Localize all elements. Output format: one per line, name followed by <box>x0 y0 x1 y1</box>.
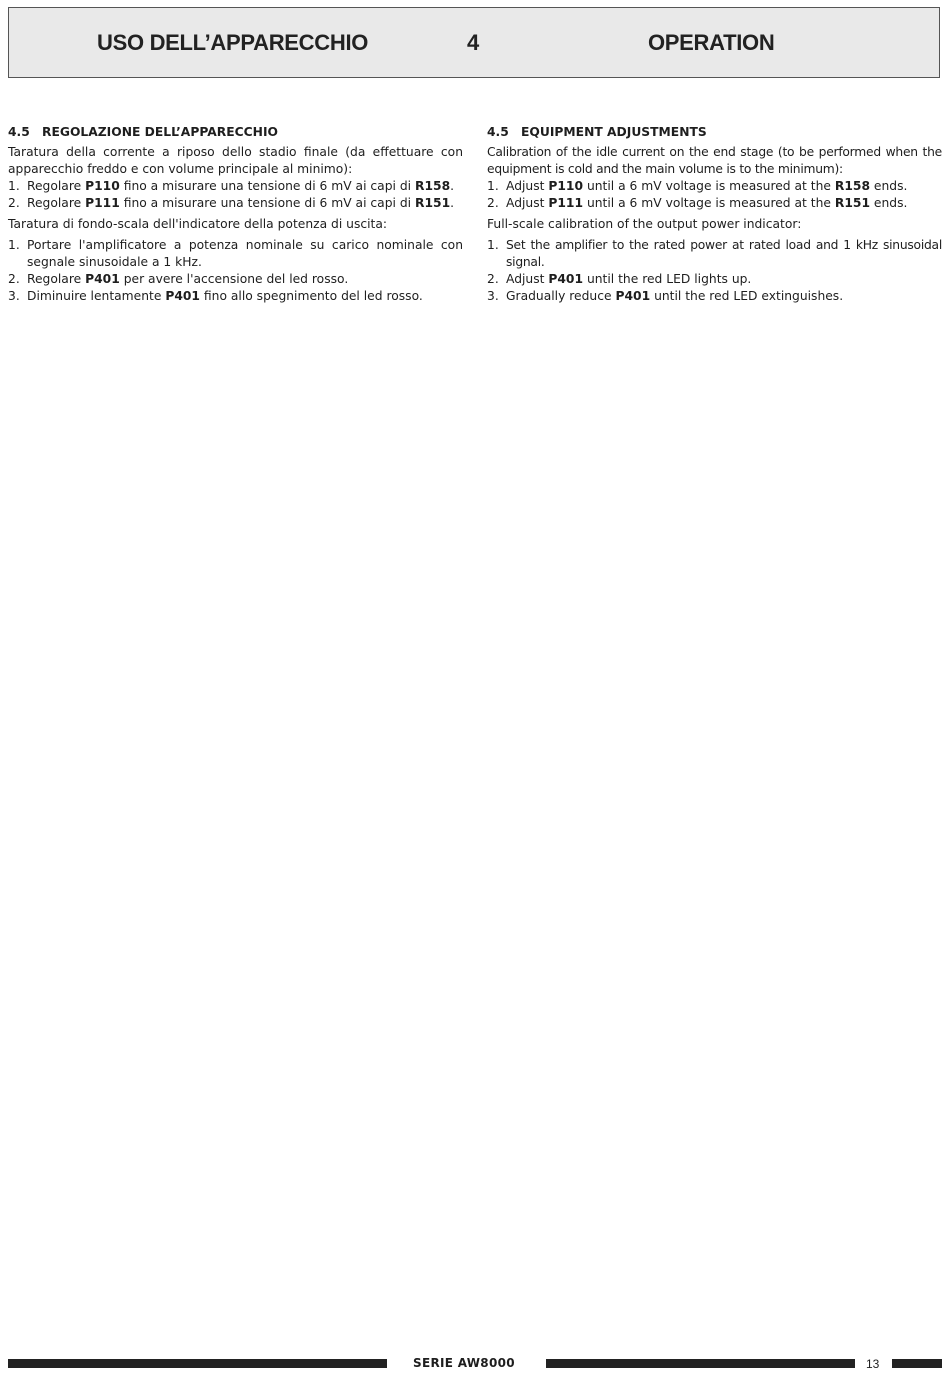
paragraph: Full-scale calibration of the output power indicator: <box>487 217 802 231</box>
section-heading <box>8 124 463 141</box>
item-text: until a 6 mV voltage is measured at the <box>583 196 835 210</box>
paragraph: Calibration of the idle current on the end stage (to be performed when the equipment is cold and the main volume is to the minimum): <box>487 145 942 176</box>
item-text: . <box>450 196 455 210</box>
item-number: 2. <box>8 272 20 286</box>
item-text: Adjust <box>506 179 549 193</box>
chapter-number: 4 <box>467 30 479 55</box>
item-text: Diminuire lentamente <box>27 289 166 303</box>
step-list <box>8 237 463 305</box>
component-ref: R158 <box>414 179 451 193</box>
item-text: Portare l'amplificatore a potenza nominale su carico nominale con segnale sinusoidale a 1 kHz. <box>27 238 463 269</box>
item-text: Regolare <box>27 179 86 193</box>
component-ref: R158 <box>834 179 871 193</box>
item-text: fino a misurare una tensione di 6 mV ai capi di <box>119 179 415 193</box>
item-text: Regolare <box>27 196 86 210</box>
list-item <box>8 271 463 288</box>
component-ref: P401 <box>615 289 651 303</box>
item-text: fino allo spegnimento del led rosso. <box>200 289 423 303</box>
item-text: . <box>450 179 455 193</box>
item-number: 1. <box>487 179 499 193</box>
item-text: per avere l'accensione del led rosso. <box>119 272 349 286</box>
list-item <box>8 237 463 271</box>
item-text: Regolare <box>27 272 86 286</box>
component-ref: P401 <box>165 289 200 303</box>
list-item <box>8 288 463 305</box>
component-ref: R151 <box>834 196 871 210</box>
step-list <box>8 178 463 212</box>
footer-rule-right <box>892 1359 942 1368</box>
item-text: Adjust <box>506 272 549 286</box>
section-title: REGOLAZIONE DELL’APPARECCHIO <box>42 125 278 139</box>
header-title-italian: USO DELL’APPARECCHIO <box>97 30 369 55</box>
page-number: 13 <box>866 1357 880 1371</box>
list-item <box>8 178 463 195</box>
item-number: 2. <box>487 196 499 210</box>
item-number: 1. <box>8 179 20 193</box>
item-text: until a 6 mV voltage is measured at the <box>583 179 835 193</box>
section-heading <box>487 124 942 141</box>
footer-rule-middle <box>546 1359 855 1368</box>
footer-rule-left <box>8 1359 387 1368</box>
item-text: ends. <box>870 196 908 210</box>
item-number: 1. <box>487 238 499 252</box>
item-text: Gradually reduce <box>506 289 616 303</box>
list-item <box>8 195 463 212</box>
list-item <box>487 271 942 288</box>
item-number: 3. <box>487 289 499 303</box>
list-item <box>487 195 942 212</box>
component-ref: P111 <box>548 196 584 210</box>
item-text: Adjust <box>506 196 549 210</box>
item-text: fino a misurare una tensione di 6 mV ai capi di <box>119 196 415 210</box>
step-list <box>487 178 942 212</box>
italian-column <box>8 124 463 305</box>
item-number: 2. <box>8 196 20 210</box>
item-text: Set the amplifier to the rated power at rated load and 1 kHz sinusoidal signal. <box>506 238 942 269</box>
component-ref: P401 <box>548 272 584 286</box>
section-number: 4.5 <box>8 125 30 139</box>
component-ref: P110 <box>85 179 120 193</box>
footer-series: SERIE AW8000 <box>413 1356 515 1370</box>
section-title: EQUIPMENT ADJUSTMENTS <box>521 125 707 139</box>
paragraph: Taratura di fondo-scala dell'indicatore della potenza di uscita: <box>8 217 388 231</box>
list-item <box>487 237 942 271</box>
header-title-english: OPERATION <box>648 30 775 55</box>
item-text: until the red LED extinguishes. <box>650 289 844 303</box>
item-number: 2. <box>487 272 499 286</box>
component-ref: P401 <box>85 272 120 286</box>
item-text: until the red LED lights up. <box>583 272 752 286</box>
component-ref: P110 <box>548 179 584 193</box>
page-header <box>8 7 940 78</box>
english-column <box>487 124 942 305</box>
paragraph: Taratura della corrente a riposo dello stadio finale (da effettuare con apparecchio freddo e con volume principale al minimo): <box>8 145 463 176</box>
item-number: 1. <box>8 238 20 252</box>
step-list <box>487 237 942 305</box>
item-text: ends. <box>870 179 908 193</box>
list-item <box>487 178 942 195</box>
component-ref: R151 <box>414 196 451 210</box>
section-number: 4.5 <box>487 125 509 139</box>
item-number: 3. <box>8 289 20 303</box>
list-item <box>487 288 942 305</box>
component-ref: P111 <box>85 196 120 210</box>
